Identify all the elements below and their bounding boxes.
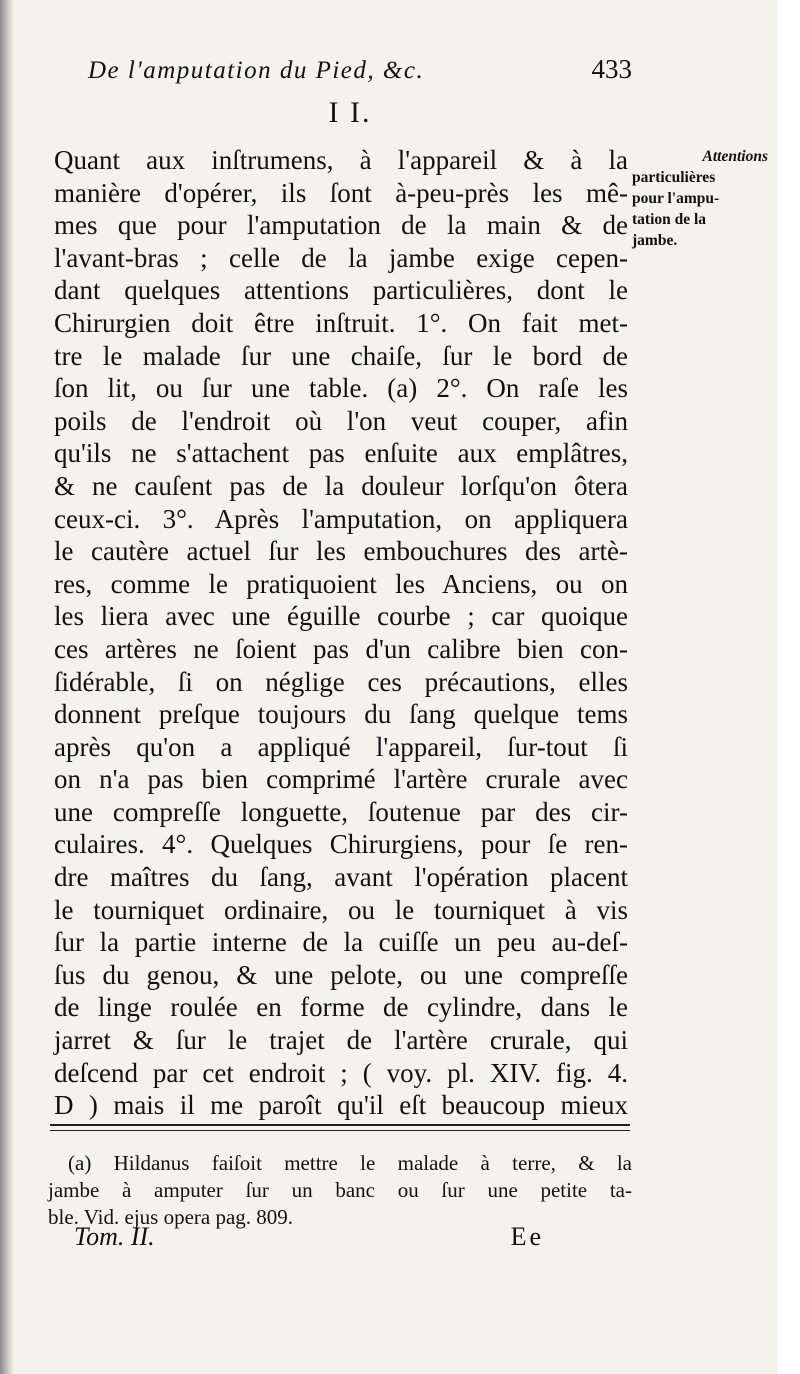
body-line: une compreſſe longuette, ſoutenue par des cir-: [54, 796, 628, 827]
running-head-title: De l'amputation du Pied, &c.: [88, 57, 425, 84]
body-line: les liera avec une éguille courbe ; car quoique: [54, 601, 628, 632]
volume-mark: Tom. II.: [74, 1222, 155, 1251]
body-line: dre maîtres du ſang, avant l'opération placent: [54, 862, 628, 893]
body-line: le tourniquet ordinaire, ou le tourniquet à vis: [54, 894, 628, 925]
body-text: [54, 144, 628, 1122]
body-line: ſidérable, ſi on néglige ces précautions, elles: [54, 666, 628, 697]
page-spine-shadow: [0, 0, 14, 1374]
signature-line: [74, 1222, 544, 1252]
body-line: donnent preſque toujours du ſang quelque tems: [54, 699, 628, 730]
running-head: [88, 54, 632, 94]
body-line: ſon lit, ou ſur une table. (a) 2°. On raſe les: [54, 373, 628, 404]
body-line: après qu'on a appliqué l'appareil, ſur-tout ſi: [54, 731, 628, 762]
body-line: Quant aux inſtrumens, à l'appareil & à la: [54, 145, 628, 175]
footnote-line: ble. Vid. ejus opera pag. 809.: [48, 1205, 294, 1229]
body-line: le cautère actuel ſur les embouchures des artè-: [54, 536, 628, 567]
body-line: poils de l'endroit où l'on veut couper, afin: [54, 405, 628, 436]
body-line: ces artères ne ſoient pas d'un calibre bien con-: [54, 633, 628, 664]
body-line: mes que pour l'amputation de la main & de: [54, 210, 628, 241]
body-line: de linge roulée en forme de cylindre, dans le: [54, 992, 628, 1023]
body-line: & ne cauſent pas de la douleur lorſqu'on ôtera: [54, 470, 628, 501]
body-line: dant quelques attentions particulières, dont le: [54, 275, 628, 306]
page-number: 433: [591, 54, 632, 84]
body-line: culaires. 4°. Quelques Chirurgiens, pour ſe ren-: [54, 829, 628, 860]
footnote-line: (a) Hildanus faiſoit mettre le malade à terre, & la: [68, 1151, 632, 1175]
margin-note-line: Attentions: [702, 148, 768, 165]
margin-note-line: tation de la: [632, 211, 707, 228]
body-line: deſcend par cet endroit ; ( voy. pl. XIV. fig. 4.: [54, 1057, 628, 1088]
body-line: D ) mais il me paroît qu'il eſt beaucoup mieux: [54, 1090, 628, 1121]
footnote-line: jambe à amputer ſur un banc ou ſur une petite ta-: [48, 1178, 632, 1202]
footnote: [48, 1150, 632, 1231]
margin-note-line: particulières: [632, 169, 716, 186]
body-line: qu'ils ne s'attachent pas enſuite aux emplâtres,: [54, 438, 628, 469]
body-line: res, comme le pratiquoient les Anciens, ou on: [54, 568, 628, 599]
body-line: Chirurgien doit être inſtruit. 1°. On fait met-: [54, 307, 628, 338]
margin-note-line: jambe.: [632, 232, 678, 249]
body-line: l'avant-bras ; celle de la jambe exige cepen-: [54, 242, 628, 273]
footnote-rule-thin: [50, 1130, 630, 1131]
body-line: jarret & ſur le trajet de l'artère crurale, qui: [54, 1025, 628, 1056]
margin-note: [632, 146, 778, 251]
body-line: ſur la partie interne de la cuiſſe un peu au-deſ-: [54, 927, 628, 958]
body-line: manière d'opérer, ils ſont à-peu-près les mê-: [54, 177, 628, 208]
body-line: ceux-ci. 3°. Après l'amputation, on appliquera: [54, 503, 628, 534]
body-line: on n'a pas bien comprimé l'artère crurale avec: [54, 764, 628, 795]
body-line: ſus du genou, & une pelote, ou une compreſſe: [54, 959, 628, 990]
section-number: I I.: [328, 96, 372, 129]
signature-mark: Ee: [510, 1222, 544, 1251]
footnote-rule: [50, 1124, 630, 1126]
margin-note-line: pour l'ampu-: [632, 190, 720, 207]
body-line: tre le malade ſur une chaiſe, ſur le bord de: [54, 340, 628, 371]
scan-margin: [778, 0, 800, 1374]
